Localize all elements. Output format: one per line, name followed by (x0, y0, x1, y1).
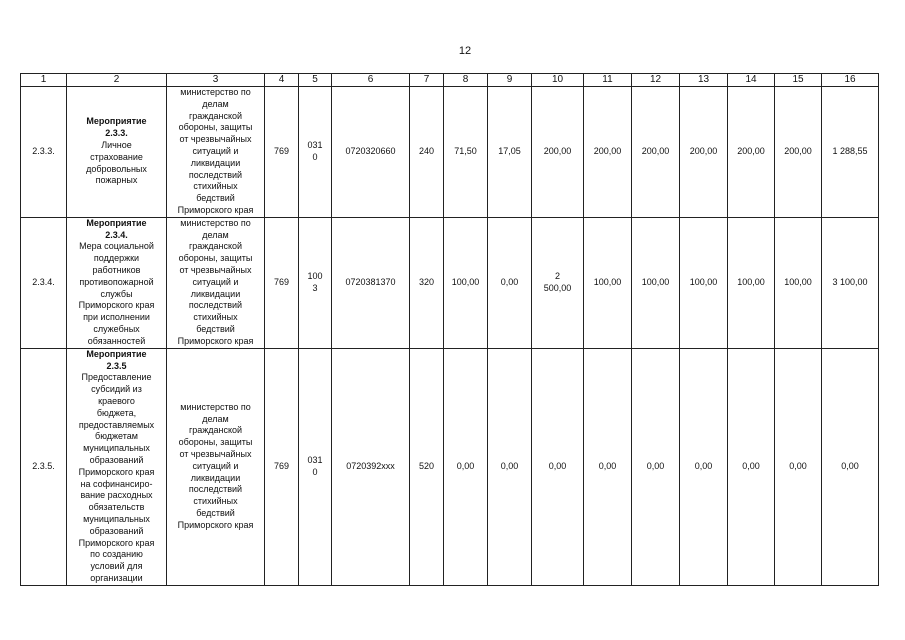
expense-type: 320 (410, 217, 444, 348)
measure-name-line: Мера социальной (79, 241, 154, 252)
executor-line: Приморского края (177, 204, 254, 215)
amount-c10-line: 500,00 (543, 282, 572, 293)
measure-name-line: предоставляемых (78, 419, 155, 430)
measure-name (67, 87, 167, 218)
measure-name-line: условий для (90, 561, 143, 572)
measure-name (67, 348, 167, 585)
measure-title-line: Мероприятие (86, 217, 147, 228)
executor-line: бедствий (196, 193, 235, 204)
amount-total: 0,00 (822, 348, 879, 585)
executor-line: стихийных (193, 312, 238, 323)
measure-name-line: бюджетам (95, 431, 138, 442)
measure-name-line: Личное (101, 140, 132, 151)
amount-c8: 71,50 (444, 87, 488, 218)
executor-line: от чрезвычайных (179, 449, 252, 460)
measure-name-line: пожарных (95, 175, 138, 186)
measure-name-line: вание расходных (80, 490, 153, 501)
measure-name-line: добровольных (86, 163, 147, 174)
executor-line: от чрезвычайных (179, 134, 252, 145)
measure-name-line: противопожарной (79, 276, 154, 287)
column-header-3: 3 (167, 74, 265, 87)
amount-c8: 0,00 (444, 348, 488, 585)
executor-line: от чрезвычайных (179, 265, 252, 276)
measure-name-line: образований (89, 525, 144, 536)
measure-name-line: страхование (90, 151, 143, 162)
column-header-16: 16 (822, 74, 879, 87)
header-row (21, 74, 879, 87)
amount-c11: 0,00 (584, 348, 632, 585)
amount-c10 (532, 87, 584, 218)
executor-line: ликвидации (190, 472, 241, 483)
measure-number: 2.3.5. (21, 348, 67, 585)
executor-line: ситуаций и (192, 276, 239, 287)
measure-title-line: 2.3.4. (105, 229, 128, 240)
amount-c15: 0,00 (775, 348, 822, 585)
expense-type: 520 (410, 348, 444, 585)
executor-line: стихийных (193, 181, 238, 192)
amount-c10-line: 2 (554, 270, 560, 281)
executor-line: гражданской (188, 425, 243, 436)
target-article: 0720381370 (332, 217, 410, 348)
amount-c13: 0,00 (680, 348, 728, 585)
measure-name-line: Приморского края (78, 537, 155, 548)
measure-title-line: Мероприятие (86, 348, 147, 359)
amount-c13: 200,00 (680, 87, 728, 218)
column-header-12: 12 (632, 74, 680, 87)
measure-title-line: 2.3.5 (106, 360, 127, 371)
executor-line: ситуаций и (192, 460, 239, 471)
executor (167, 217, 265, 348)
column-header-15: 15 (775, 74, 822, 87)
executor-line: гражданской (188, 110, 243, 121)
executor (167, 87, 265, 218)
amount-c14: 200,00 (728, 87, 775, 218)
section-code-line: 031 (307, 140, 323, 151)
amount-c14: 100,00 (728, 217, 775, 348)
column-header-9: 9 (488, 74, 532, 87)
ministry-code: 769 (265, 87, 299, 218)
column-header-2: 2 (67, 74, 167, 87)
amount-c9: 0,00 (488, 348, 532, 585)
measure-name-line: муниципальных (83, 513, 150, 524)
executor-line: обороны, защиты (178, 253, 253, 264)
executor-line: ликвидации (190, 157, 241, 168)
measure-name-line: обязательств (88, 502, 145, 513)
executor-line: последствий (188, 169, 243, 180)
measure-name-line: субсидий из (91, 384, 142, 395)
section-code (299, 87, 332, 218)
measure-name-line: бюджета, (96, 407, 137, 418)
amount-c13: 100,00 (680, 217, 728, 348)
measure-name-line: при исполнении (83, 312, 150, 323)
amount-c12: 0,00 (632, 348, 680, 585)
executor-line: последствий (188, 300, 243, 311)
amount-c12: 200,00 (632, 87, 680, 218)
executor-line: делам (202, 98, 229, 109)
amount-total: 3 100,00 (822, 217, 879, 348)
column-header-8: 8 (444, 74, 488, 87)
measure-name-line: краевого (98, 395, 135, 406)
amount-c10 (532, 217, 584, 348)
table-row (21, 348, 879, 585)
measure-name-line: Приморского края (78, 300, 155, 311)
section-code-line: 0 (312, 151, 318, 162)
measure-name-line: муниципальных (83, 443, 150, 454)
measure-number: 2.3.3. (21, 87, 67, 218)
measure-name-line: Приморского края (78, 466, 155, 477)
measure-name (67, 217, 167, 348)
measure-name-line: организации (90, 572, 143, 583)
measure-number: 2.3.4. (21, 217, 67, 348)
amount-c15: 100,00 (775, 217, 822, 348)
measure-name-line: службы (100, 288, 133, 299)
executor-line: гражданской (188, 241, 243, 252)
section-code-line: 100 (307, 270, 323, 281)
executor-line: ситуаций и (192, 145, 239, 156)
amount-total: 1 288,55 (822, 87, 879, 218)
executor-line: последствий (188, 484, 243, 495)
executor-line: министерство по (180, 87, 251, 97)
expense-type: 240 (410, 87, 444, 218)
amount-c8: 100,00 (444, 217, 488, 348)
column-header-10: 10 (532, 74, 584, 87)
amount-c15: 200,00 (775, 87, 822, 218)
measure-name-line: по созданию (90, 549, 143, 560)
column-header-6: 6 (332, 74, 410, 87)
column-header-7: 7 (410, 74, 444, 87)
section-code-line: 0 (312, 466, 318, 477)
ministry-code: 769 (265, 348, 299, 585)
measure-name-line: образований (89, 454, 144, 465)
program-table (20, 73, 879, 586)
amount-c14: 0,00 (728, 348, 775, 585)
amount-c12: 100,00 (632, 217, 680, 348)
measure-title-line: Мероприятие (86, 116, 147, 127)
section-code-line: 031 (307, 454, 323, 465)
executor-line: министерство по (180, 401, 251, 412)
executor-line: стихийных (193, 496, 238, 507)
amount-c11: 100,00 (584, 217, 632, 348)
executor-line: обороны, защиты (178, 437, 253, 448)
executor (167, 348, 265, 585)
target-article: 0720392ххх (332, 348, 410, 585)
section-code (299, 348, 332, 585)
executor-line: Приморского края (177, 335, 254, 346)
section-code-line: 3 (312, 282, 318, 293)
measure-name-line: поддержки (93, 253, 140, 264)
executor-line: министерство по (180, 217, 251, 228)
amount-c10-line: 0,00 (548, 460, 567, 471)
page-number: 12 (458, 45, 472, 57)
measure-title-line: 2.3.3. (105, 128, 128, 139)
amount-c10-line: 200,00 (543, 145, 572, 156)
column-header-1: 1 (21, 74, 67, 87)
measure-name-line: обязанностей (87, 335, 146, 346)
measure-name-line: служебных (93, 324, 140, 335)
amount-c11: 200,00 (584, 87, 632, 218)
measure-name-line: Предоставление (81, 372, 152, 383)
column-header-11: 11 (584, 74, 632, 87)
measure-name-line: на софинансиро- (80, 478, 153, 489)
column-header-14: 14 (728, 74, 775, 87)
amount-c9: 17,05 (488, 87, 532, 218)
executor-line: делам (202, 413, 229, 424)
amount-c9: 0,00 (488, 217, 532, 348)
executor-line: бедствий (196, 508, 235, 519)
executor-line: бедствий (196, 324, 235, 335)
ministry-code: 769 (265, 217, 299, 348)
amount-c10 (532, 348, 584, 585)
column-header-5: 5 (299, 74, 332, 87)
executor-line: Приморского края (177, 519, 254, 530)
target-article: 0720320660 (332, 87, 410, 218)
table-row (21, 217, 879, 348)
section-code (299, 217, 332, 348)
column-header-4: 4 (265, 74, 299, 87)
table-row (21, 87, 879, 218)
executor-line: делам (202, 229, 229, 240)
measure-name-line: работников (92, 265, 141, 276)
executor-line: обороны, защиты (178, 122, 253, 133)
column-header-13: 13 (680, 74, 728, 87)
executor-line: ликвидации (190, 288, 241, 299)
